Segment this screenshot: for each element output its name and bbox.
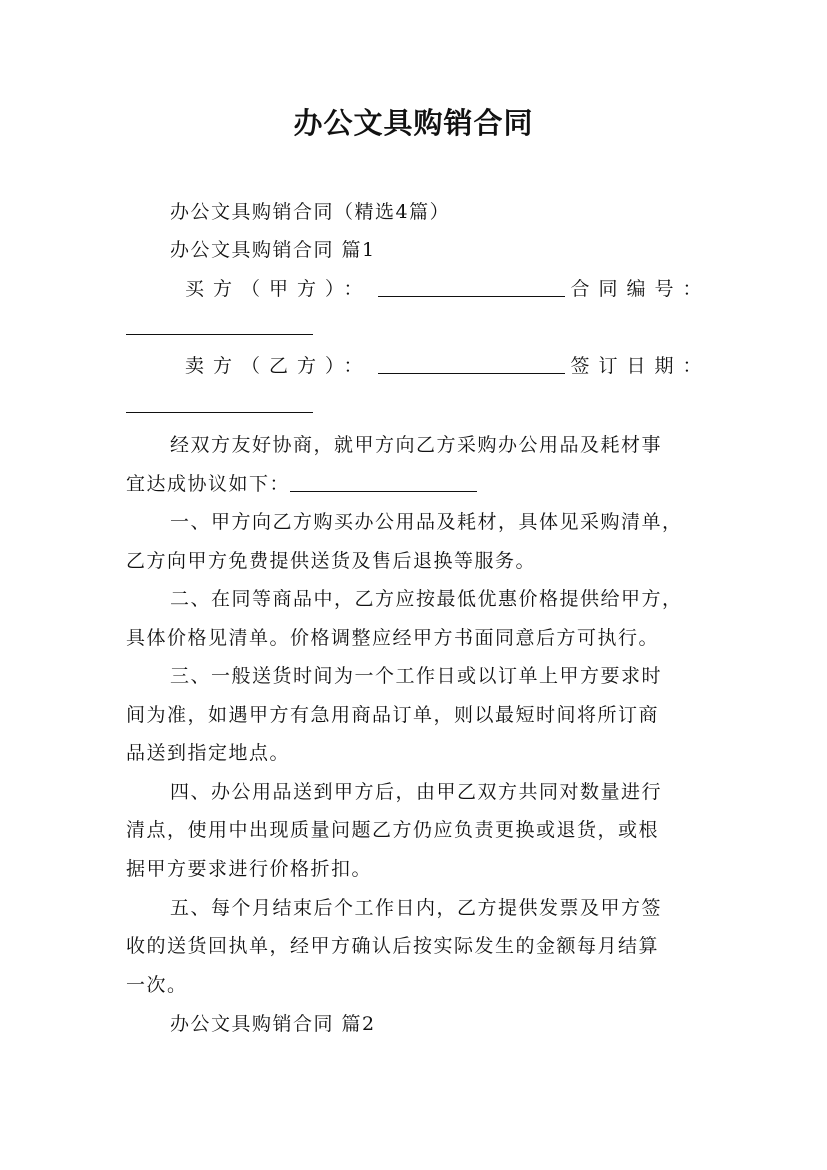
sign-date-blank [126, 412, 313, 413]
sign-date-label: 签订日期： [570, 355, 711, 377]
intro-line-1: 经双方友好协商，就甲方向乙方采购办公用品及耗材事 [170, 434, 663, 456]
seller-blank [378, 353, 565, 374]
clause-1-line-1: 一、甲方向乙方购买办公用品及耗材，具体见采购清单， [170, 511, 683, 533]
seller-sign-date-row [185, 353, 711, 379]
clause-2-line-1: 二、在同等商品中，乙方应按最低优惠价格提供给甲方， [170, 588, 683, 610]
clause-4-line-1: 四、办公用品送到甲方后，由甲乙双方共同对数量进行 [170, 781, 663, 803]
clause-5-line-3: 一次。 [126, 974, 188, 996]
buyer-blank [378, 276, 565, 297]
document-title: 办公文具购销合同 [293, 106, 534, 140]
intro-line-2 [126, 471, 706, 497]
clause-4-line-3: 据甲方要求进行价格折扣。 [126, 858, 373, 880]
section-heading-1: 办公文具购销合同 篇1 [170, 239, 376, 261]
section-heading-2: 办公文具购销合同 篇2 [170, 1013, 376, 1035]
clause-4-line-2: 清点，使用中出现质量问题乙方仍应负责更换或退货，或根 [126, 819, 660, 841]
clause-1-line-2: 乙方向甲方免费提供送货及售后退换等服务。 [126, 550, 537, 572]
clause-2-line-2: 具体价格见清单。价格调整应经甲方书面同意后方可执行。 [126, 627, 660, 649]
buyer-contract-no-row [185, 276, 711, 302]
clause-3-line-2: 间为准，如遇甲方有急用商品订单，则以最短时间将所订商 [126, 704, 660, 726]
clause-3-line-3: 品送到指定地点。 [126, 742, 291, 764]
clause-3-line-1: 三、一般送货时间为一个工作日或以订单上甲方要求时 [170, 665, 663, 687]
contract-no-blank [126, 334, 313, 335]
intro-blank [290, 471, 477, 492]
buyer-label: 买方（甲方）： [185, 278, 372, 300]
seller-label: 卖方（乙方）： [185, 355, 372, 377]
intro-line-2-text: 宜达成协议如下： [126, 473, 291, 495]
contract-no-label: 合同编号： [570, 278, 711, 300]
document-subtitle: 办公文具购销合同（精选4篇） [170, 201, 451, 223]
clause-5-line-2: 收的送货回执单，经甲方确认后按实际发生的金额每月结算 [126, 935, 660, 957]
clause-5-line-1: 五、每个月结束后个工作日内，乙方提供发票及甲方签 [170, 897, 663, 919]
